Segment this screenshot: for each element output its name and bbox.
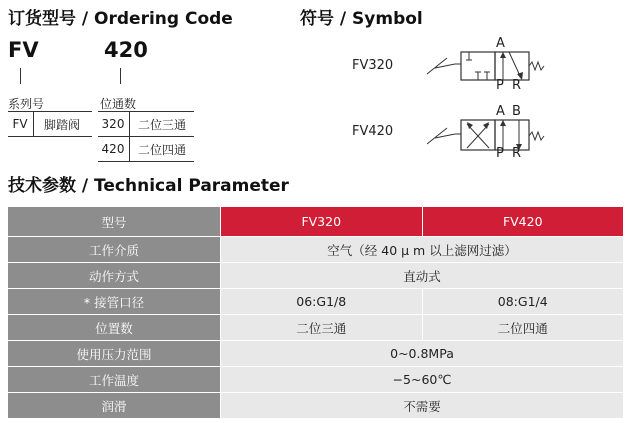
port-label: A bbox=[496, 36, 505, 51]
technical-table bbox=[8, 207, 623, 419]
row-value: 不需要 bbox=[221, 393, 623, 418]
header-fv320: FV320 bbox=[221, 207, 422, 236]
row-label: 动作方式 bbox=[8, 263, 221, 288]
position-desc-cell: 二位四通 bbox=[137, 142, 186, 157]
row-value: −5~60℃ bbox=[221, 367, 623, 392]
ordering-heading: 订货型号 / Ordering Code bbox=[8, 9, 233, 29]
position-header: 位通数 bbox=[100, 97, 137, 111]
row-value-fv320: 06:G1/8 bbox=[221, 289, 422, 314]
row-label: 工作温度 bbox=[8, 367, 221, 392]
symbol-model-label: FV320 bbox=[352, 58, 394, 73]
port-label: A bbox=[496, 104, 505, 119]
row-label: 位置数 bbox=[8, 315, 221, 340]
position-divider bbox=[129, 112, 130, 161]
series-table-bottom bbox=[8, 136, 92, 137]
position-code-cell: 320 bbox=[101, 117, 125, 131]
position-code: 420 bbox=[104, 38, 148, 62]
position-connector bbox=[120, 68, 121, 84]
row-label: 工作介质 bbox=[8, 237, 221, 262]
port-label: R bbox=[512, 146, 522, 161]
series-header: 系列号 bbox=[8, 97, 45, 111]
port-label: P bbox=[496, 78, 504, 93]
series-code-cell: FV bbox=[12, 117, 28, 131]
port-label: B bbox=[512, 104, 521, 119]
table-row bbox=[8, 367, 623, 393]
table-row bbox=[8, 393, 623, 419]
position-desc-cell: 二位三通 bbox=[137, 117, 186, 132]
header-label: 型号 bbox=[8, 207, 221, 236]
row-value-fv420: 08:G1/4 bbox=[422, 289, 624, 314]
table-header-row bbox=[8, 207, 623, 237]
fv320-valve-symbol bbox=[425, 34, 545, 94]
symbol-heading: 符号 / Symbol bbox=[300, 9, 423, 29]
symbol-model-label: FV420 bbox=[352, 124, 394, 139]
position-table-bottom bbox=[98, 161, 194, 162]
table-row bbox=[8, 237, 623, 263]
port-label: R bbox=[512, 78, 522, 93]
row-value-fv320: 二位三通 bbox=[221, 315, 422, 340]
row-label: 润滑 bbox=[8, 393, 221, 418]
fv420-valve-symbol bbox=[425, 104, 545, 164]
technical-heading: 技术参数 / Technical Parameter bbox=[8, 176, 289, 196]
position-code-cell: 420 bbox=[101, 142, 125, 156]
row-value-fv420: 二位四通 bbox=[422, 315, 624, 340]
row-value: 直动式 bbox=[221, 263, 623, 288]
table-row bbox=[8, 263, 623, 289]
row-label: * 接管口径 bbox=[8, 289, 221, 314]
row-value: 空气（经 40 μ m 以上滤网过滤） bbox=[221, 237, 623, 262]
series-connector bbox=[20, 68, 21, 84]
table-row bbox=[8, 315, 623, 341]
row-value: 0~0.8MPa bbox=[221, 341, 623, 366]
series-code: FV bbox=[8, 38, 39, 62]
port-label: P bbox=[496, 146, 504, 161]
table-row bbox=[8, 341, 623, 367]
header-fv420: FV420 bbox=[422, 207, 624, 236]
table-row bbox=[8, 289, 623, 315]
series-desc-cell: 脚踏阀 bbox=[43, 117, 80, 132]
row-label: 使用压力范围 bbox=[8, 341, 221, 366]
